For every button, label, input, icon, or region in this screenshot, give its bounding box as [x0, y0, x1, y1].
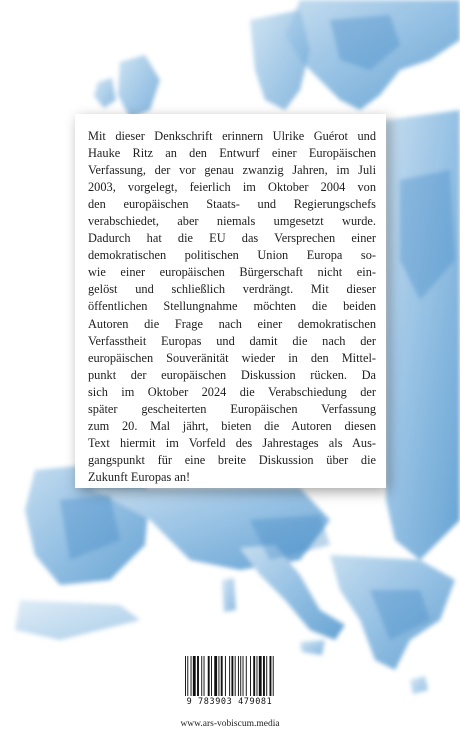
barcode-icon [185, 656, 274, 698]
blurb-text [88, 128, 376, 486]
blurb-line: punkt der europäischen Diskussion rücken. Da [88, 367, 376, 382]
blurb-line: gelöst und schließlich verdrängt. Mit dieser [88, 282, 376, 297]
blurb-line: europäischen Souveränität wieder in den Mittel- [88, 350, 376, 365]
isbn-digits: 9 783903 479081 [186, 697, 273, 707]
blurb-line: Mit dieser Denkschrift erinnern Ulrike Guérot und [88, 129, 376, 143]
blurb-line: den europäischen Staats- und Regierungschefs [88, 197, 376, 212]
blurb-line: gangspunkt für eine breite Diskussion über die [88, 452, 376, 467]
publisher-website[interactable]: www.ars-vobiscum.media [180, 719, 280, 729]
blurb-line: wie einer europäischen Bürgerschaft nicht ein- [88, 265, 376, 280]
blurb-line: verabschiedet, aber niemals umgesetzt wurde. [88, 214, 376, 229]
blurb-line: Dadurch hat die EU das Versprechen einer [88, 231, 376, 246]
isbn-barcode [178, 652, 281, 710]
blurb-line: Verfasstheit Europas und damit die nach der [88, 333, 376, 348]
blurb-line: Verfassung, der vor genau zwanzig Jahren, im Juli [88, 163, 376, 178]
blurb-line: Hauke Ritz an den Entwurf einer Europäischen [88, 146, 376, 161]
blurb-line: 2003, vorgelegt, feierlich im Oktober 2004 von [88, 180, 376, 195]
text-card [75, 114, 386, 488]
blurb-line: Autoren die Frage nach einer demokratischen [88, 316, 376, 331]
blurb-line: später gescheiterten Europäischen Verfassung [88, 401, 376, 416]
blurb-line: Zukunft Europas an! [88, 469, 191, 484]
blurb-line: zum 20. Mal jährt, bieten die Autoren diesen [88, 418, 376, 433]
blurb-line: öffentlichen Stellungnahme möchten die beiden [88, 299, 376, 314]
blurb-line: Text hiermit im Vorfeld des Jahrestages als Aus- [88, 435, 376, 450]
blurb-line: demokratischen politischen Union Europa so- [88, 248, 376, 263]
blurb-line: sich im Oktober 2024 die Verabschiedung der [88, 384, 376, 399]
